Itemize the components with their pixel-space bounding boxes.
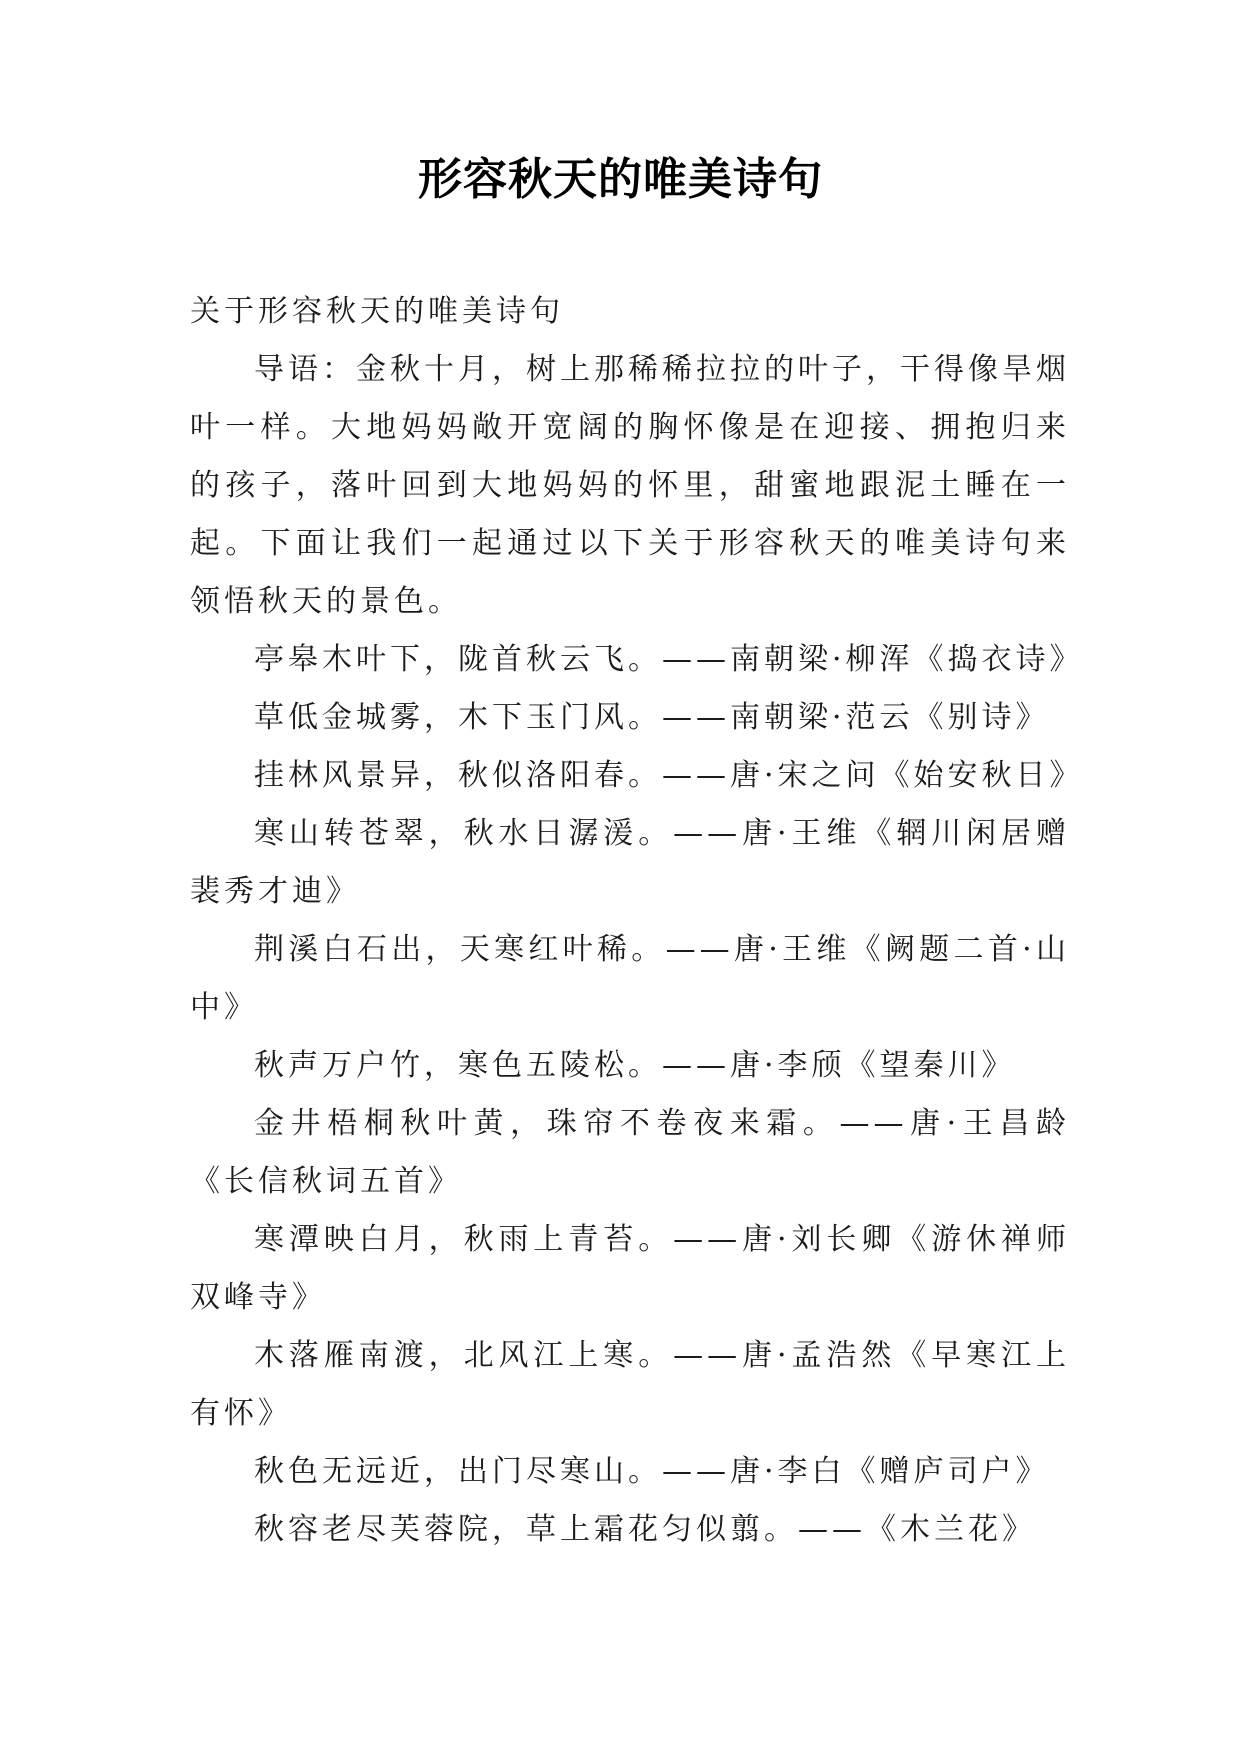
- subtitle-paragraph: 关于形容秋天的唯美诗句: [190, 294, 564, 329]
- poem-line: 寒山转苍翠，秋水日潺湲。——唐·王维《辋川闲居赠裴秀才迪》: [190, 816, 1070, 909]
- poem-line: 秋色无远近，出门尽寒山。——唐·李白《赠庐司户》: [254, 1454, 1050, 1489]
- intro-paragraph: 导语：金秋十月，树上那稀稀拉拉的叶子，干得像旱烟叶一样。大地妈妈敞开宽阔的胸怀像是在迎接、拥抱归来的孩子，落叶回到大地妈妈的怀里，甜蜜地跟泥土睡在一起。下面让我们一起通过以下关于形容秋天的唯美诗句来领悟秋天的景色。: [190, 352, 1070, 619]
- document-body: [190, 283, 1084, 1559]
- poem-line: 金井梧桐秋叶黄，珠帘不卷夜来霜。——唐·王昌龄《长信秋词五首》: [190, 1106, 1070, 1199]
- poem-line: 草低金城雾，木下玉门风。——南朝梁·范云《别诗》: [254, 700, 1050, 735]
- poem-line: 挂林风景异，秋似洛阳春。——唐·宋之问《始安秋日》: [254, 758, 1084, 793]
- poem-line: 秋声万户竹，寒色五陵松。——唐·李颀《望秦川》: [254, 1048, 1016, 1083]
- document-title: 形容秋天的唯美诗句: [418, 154, 823, 205]
- poem-line: 寒潭映白月，秋雨上青苔。——唐·刘长卿《游休禅师双峰寺》: [190, 1222, 1070, 1315]
- poem-line: 木落雁南渡，北风江上寒。——唐·孟浩然《早寒江上有怀》: [190, 1338, 1070, 1431]
- poem-line: 亭皋木叶下，陇首秋云飞。——南朝梁·柳浑《捣衣诗》: [254, 642, 1084, 677]
- poem-line: 荆溪白石出，天寒红叶稀。——唐·王维《阙题二首·山中》: [190, 932, 1070, 1025]
- poem-line: 秋容老尽芙蓉院，草上霜花匀似翦。——《木兰花》: [254, 1512, 1036, 1547]
